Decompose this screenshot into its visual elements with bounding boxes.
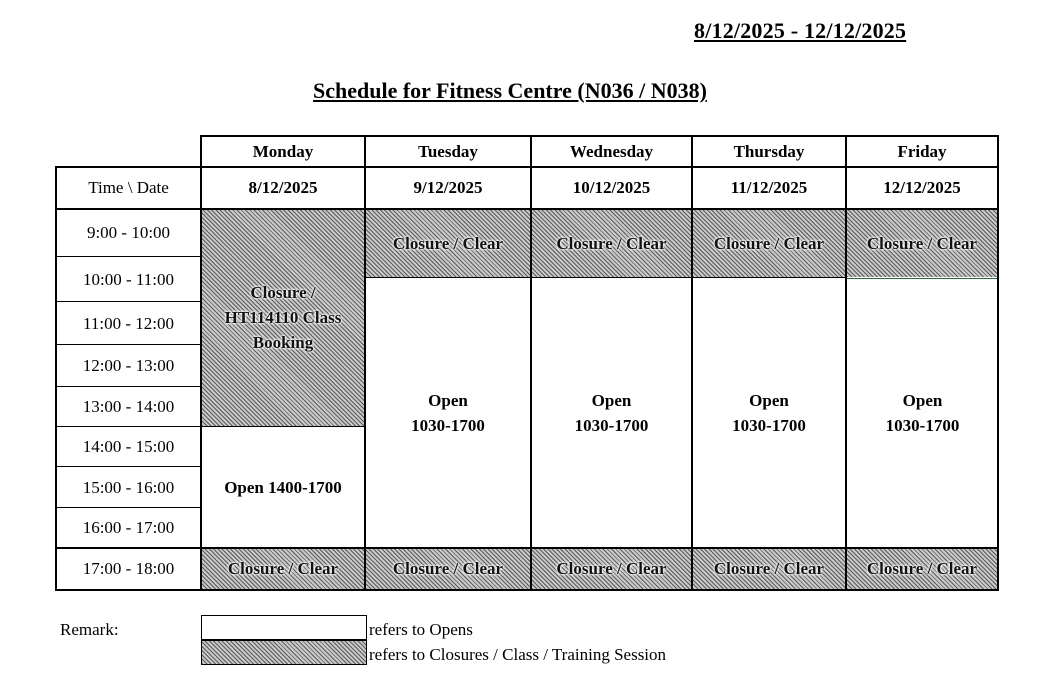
wednesday-morning-closure: [532, 210, 691, 277]
friday-open-block: [846, 278, 999, 548]
time-slot: 15:00 - 16:00: [82, 477, 175, 497]
grid-line: [55, 344, 201, 345]
grid-line: [55, 301, 201, 302]
date-monday: 8/12/2025: [248, 178, 318, 197]
open-hours: 1030-1700: [885, 416, 960, 435]
remark-label: Remark:: [60, 620, 119, 639]
grid-line: [365, 277, 846, 278]
legend-open-text: refers to Opens: [369, 620, 473, 639]
open-title: Open: [749, 391, 789, 410]
grid-line: [55, 547, 999, 549]
grid-line: [691, 135, 693, 591]
time-slot: 12:00 - 13:00: [82, 356, 175, 375]
tuesday-morning-closure: [366, 210, 530, 277]
date-tuesday: 9/12/2025: [413, 178, 483, 197]
monday-evening-text: Closure / Clear: [227, 559, 339, 578]
time-slot: 9:00 - 10:00: [86, 223, 171, 242]
corner-label: Time \ Date: [88, 178, 169, 197]
day-header-friday: Friday: [897, 141, 947, 161]
page-title: Schedule for Fitness Centre (N036 / N038): [313, 78, 707, 103]
grid-line: [55, 256, 201, 257]
thursday-morning-closure: [693, 210, 845, 277]
grid-line: [55, 166, 57, 591]
open-title: Open: [428, 391, 468, 410]
friday-evening-closure: [847, 549, 997, 589]
grid-line: [530, 135, 532, 591]
legend-closure-text: refers to Closures / Class / Training Session: [369, 645, 667, 664]
grid-line: [55, 466, 201, 467]
grid-line: [200, 135, 999, 137]
grid-line: [200, 135, 202, 591]
legend-open-swatch: [201, 615, 367, 640]
monday-evening-closure: [202, 549, 364, 589]
monday-closure-block: [202, 210, 364, 426]
monday-closure-text: Closure / HT114110 Class Booking: [224, 282, 342, 352]
grid-line: [55, 386, 201, 387]
friday-evening-text: Closure / Clear: [866, 559, 978, 578]
monday-open-block: Open 1400-1700: [224, 477, 342, 497]
day-header-wednesday: Wednesday: [569, 141, 654, 161]
day-header-thursday: Thursday: [733, 141, 805, 161]
tuesday-evening-closure: [366, 549, 530, 589]
thursday-evening-closure: [693, 549, 845, 589]
grid-line: [55, 208, 999, 210]
grid-line: [845, 135, 847, 591]
time-slot: 11:00 - 12:00: [83, 313, 174, 333]
tuesday-evening-text: Closure / Clear: [392, 559, 504, 578]
wednesday-evening-closure: [532, 549, 691, 589]
grid-line: [364, 135, 366, 591]
grid-line: [55, 507, 201, 508]
date-range: 8/12/2025 - 12/12/2025: [694, 18, 907, 43]
time-slot: 13:00 - 14:00: [82, 397, 175, 416]
friday-morning-closure: [847, 210, 997, 277]
time-slot: 17:00 - 18:00: [82, 559, 175, 578]
open-hours: 1030-1700: [574, 416, 649, 435]
open-hours: 1030-1700: [732, 416, 806, 435]
open-hours: 1030-1700: [411, 416, 485, 435]
day-header-tuesday: Tuesday: [418, 141, 478, 161]
grid-line: [997, 135, 999, 591]
time-slot: 16:00 - 17:00: [82, 518, 175, 537]
tuesday-open-block: [365, 278, 531, 548]
day-header-monday: Monday: [252, 141, 314, 161]
grid-line: [55, 426, 365, 427]
friday-morning-text: Closure / Clear: [866, 233, 978, 253]
legend-closure-swatch: [201, 640, 367, 665]
open-title: Open: [591, 391, 632, 410]
open-title: Open: [902, 391, 943, 410]
wednesday-open-block: [531, 278, 692, 548]
wednesday-morning-text: Closure / Clear: [556, 233, 667, 253]
thursday-evening-text: Closure / Clear: [713, 559, 825, 578]
time-slot: 10:00 - 11:00: [83, 269, 174, 289]
date-friday: 12/12/2025: [883, 178, 961, 197]
wednesday-evening-text: Closure / Clear: [556, 559, 667, 578]
tuesday-morning-text: Closure / Clear: [392, 233, 504, 253]
grid-line: [55, 166, 999, 168]
time-slot: 14:00 - 15:00: [82, 437, 175, 456]
date-wednesday: 10/12/2025: [572, 178, 651, 197]
date-thursday: 11/12/2025: [730, 178, 808, 197]
thursday-morning-text: Closure / Clear: [713, 233, 825, 253]
thursday-open-block: [692, 278, 846, 548]
grid-line: [55, 589, 999, 591]
